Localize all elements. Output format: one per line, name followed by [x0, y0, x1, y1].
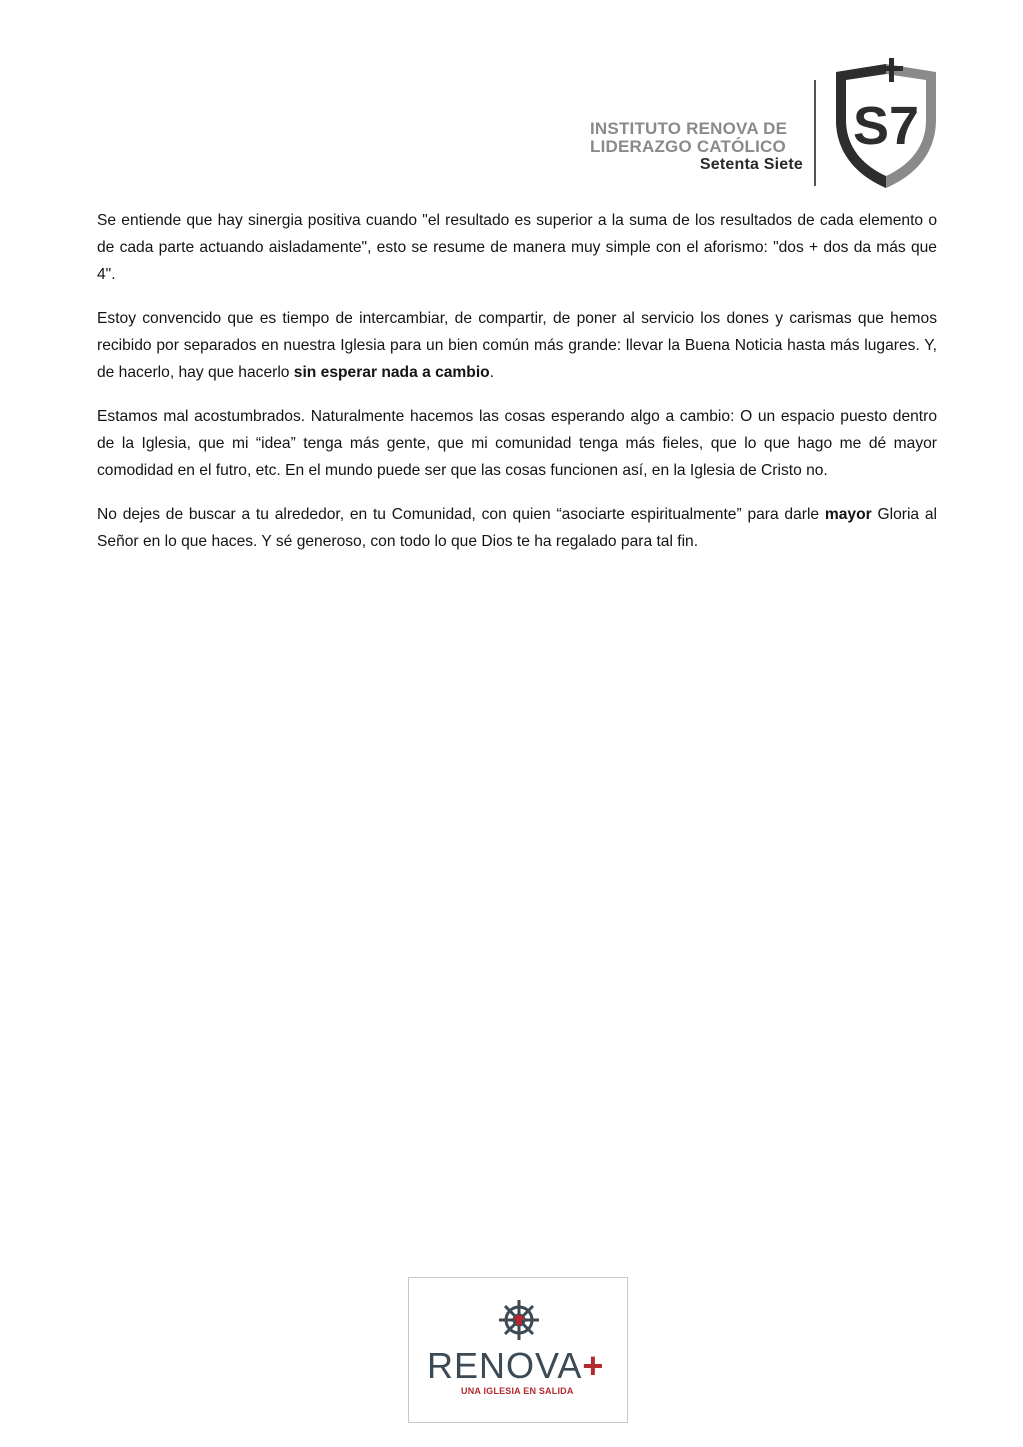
paragraph-text: Estoy convencido que es tiempo de intercambiar, de compartir, de poner al servicio los dones y carismas que hemos recibido por separados en nuestra Iglesia para un bien común más grande: llevar la Buena Noticia hasta más lugares. Y, de hacerlo, hay que hacerlo — [97, 310, 937, 381]
paragraph-text: . — [489, 364, 495, 381]
shield-text: S7 — [852, 96, 920, 156]
institute-line-2: LIDERAZGO CATÓLICO — [590, 137, 786, 156]
s7-shield-icon — [832, 58, 940, 190]
paragraph-2 — [97, 305, 937, 386]
article-body — [97, 207, 937, 572]
renova-tagline: UNA IGLESIA EN SALIDA — [461, 1386, 574, 1396]
bold-phrase: mayor — [824, 506, 872, 523]
paragraph-1 — [97, 207, 937, 288]
paragraph-text: No dejes de buscar a tu alrededor, en tu Comunidad, con quien “asociarte espiritualmente” para darle — [97, 506, 825, 523]
header-logo — [590, 58, 942, 192]
footer-logo — [408, 1277, 628, 1423]
institute-name — [590, 120, 810, 174]
bold-phrase: sin esperar nada a cambio — [293, 364, 490, 381]
logo-divider — [814, 80, 816, 186]
paragraph-4 — [97, 501, 937, 555]
institute-line-3: Setenta Siete — [699, 156, 803, 173]
renova-wordmark — [427, 1346, 613, 1386]
ship-wheel-icon — [497, 1298, 541, 1342]
paragraph-3 — [97, 403, 937, 484]
paragraph-text: Se entiende que hay sinergia positiva cuando "el resultado es superior a la suma de los resultados de cada elemento o de cada parte actuando aisladamente", esto se resume de manera muy simple con el aforismo: "dos + dos da más que 4". — [97, 212, 937, 283]
institute-line-1: INSTITUTO RENOVA DE — [590, 119, 788, 138]
paragraph-text: Gloria al Señor en lo que haces. Y sé generoso, con todo lo que Dios te ha regalado para tal fin. — [97, 506, 937, 550]
paragraph-text: Estamos mal acostumbrados. Naturalmente hacemos las cosas esperando algo a cambio: O un espacio puesto dentro de la Iglesia, que mi “idea” tenga más gente, que mi comunidad tenga más fieles, que lo que hago me dé mayor comodidad en el futro, etc. En el mundo puede ser que las cosas funcionen así, en la Iglesia de Cristo no. — [97, 408, 937, 479]
renova-plus: + — [582, 1345, 605, 1386]
renova-word: RENOVA — [427, 1345, 583, 1386]
